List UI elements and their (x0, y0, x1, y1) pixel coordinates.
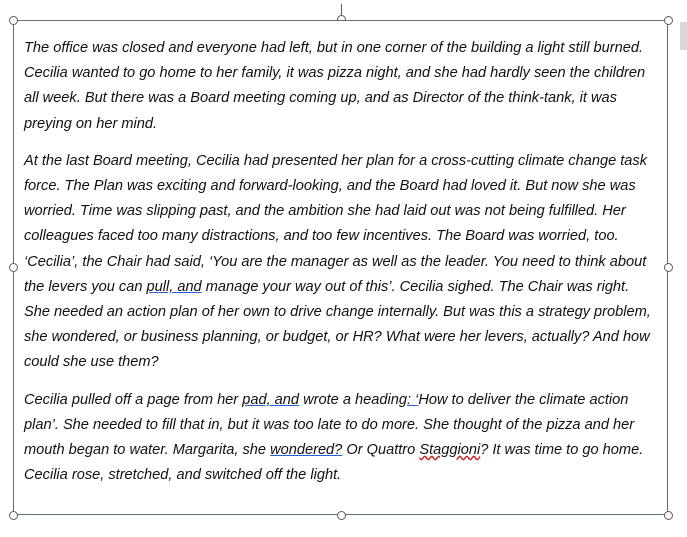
resize-handle-middle-left[interactable] (9, 263, 18, 272)
text-run: wrote a heading (299, 391, 407, 408)
text-line (24, 413, 664, 438)
text-run: She needed an action plan of her own to drive change internally. But was this a strategy problem, (24, 304, 651, 321)
resize-handle-bottom-left[interactable] (9, 511, 18, 520)
paragraph (24, 149, 664, 376)
resize-handle-bottom-right[interactable] (664, 511, 673, 520)
text-line (24, 388, 664, 413)
text-line (24, 224, 664, 249)
text-run: preying on her mind. (24, 115, 158, 132)
text-line (24, 86, 664, 111)
spelling-flag: Staggioni (419, 442, 481, 459)
text-run: manage your way out of this’. Cecilia sighed. The Chair was right. (201, 278, 630, 295)
text-run: mouth began to water. Margarita, she (24, 442, 271, 459)
grammar-flag: : ‘ (406, 391, 419, 408)
text-run: ‘Cecilia’, the Chair had said, ‘You are the manager as well as the leader. You need to think about (24, 253, 647, 270)
resize-handle-bottom-center[interactable] (337, 511, 346, 520)
text-line (24, 174, 664, 199)
grammar-flag: pad, and (242, 391, 300, 408)
text-line (24, 463, 664, 488)
text-run: she wondered, or business planning, or budget, or HR? What were her levers, actually? And how (24, 329, 650, 346)
text-line (24, 36, 664, 61)
text-run: Cecilia pulled off a page from her (24, 391, 243, 408)
text-line (24, 61, 664, 86)
text-line (24, 149, 664, 174)
paragraph (24, 388, 664, 489)
resize-handle-middle-right[interactable] (664, 263, 673, 272)
paragraph (24, 36, 664, 137)
text-run: worried. Time was slipping past, and the ambition she had laid out was not being fulfilled. Her (24, 203, 626, 220)
text-run: plan’. She needed to fill that in, but it was too late to do more. She thought of the pizza and her (24, 416, 635, 433)
text-run: Cecilia wanted to go home to her family, it was pizza night, and she had hardly seen the children (24, 65, 646, 82)
text-run: force. The Plan was exciting and forward-looking, and the Board had loved it. But now she was (24, 178, 636, 195)
text-run: At the last Board meeting, Cecilia had presented her plan for a cross-cutting climate change task (24, 152, 647, 169)
text-line (24, 300, 664, 325)
resize-handle-top-right[interactable] (664, 16, 673, 25)
text-run: could she use them? (24, 354, 159, 371)
text-line (24, 350, 664, 375)
text-run: How to deliver the climate action (418, 391, 629, 408)
text-line (24, 250, 664, 275)
grammar-flag: wondered? (270, 442, 343, 459)
resize-handle-top-left[interactable] (9, 16, 18, 25)
text-run: Or Quattro (342, 442, 420, 459)
text-box[interactable] (13, 20, 668, 515)
text-run: The office was closed and everyone had left, but in one corner of the building a light still burned. (24, 40, 643, 56)
text-run: Cecilia rose, stretched, and switched off the light. (24, 467, 342, 484)
text-line (24, 199, 664, 224)
text-line (24, 275, 664, 300)
text-box-content[interactable] (24, 36, 664, 500)
text-line (24, 112, 664, 137)
text-run: all week. But there was a Board meeting coming up, and as Director of the think-tank, it was (24, 90, 617, 107)
text-line (24, 438, 664, 463)
text-run: the levers you can (24, 278, 147, 295)
text-line (24, 325, 664, 350)
text-run: ? It was time to go home. (480, 442, 644, 459)
grammar-flag: pull, and (146, 278, 202, 295)
scrollbar-edge (680, 22, 687, 50)
text-run: colleagues faced too many distractions, and too few incentives. The Board was worried, too. (24, 228, 619, 245)
